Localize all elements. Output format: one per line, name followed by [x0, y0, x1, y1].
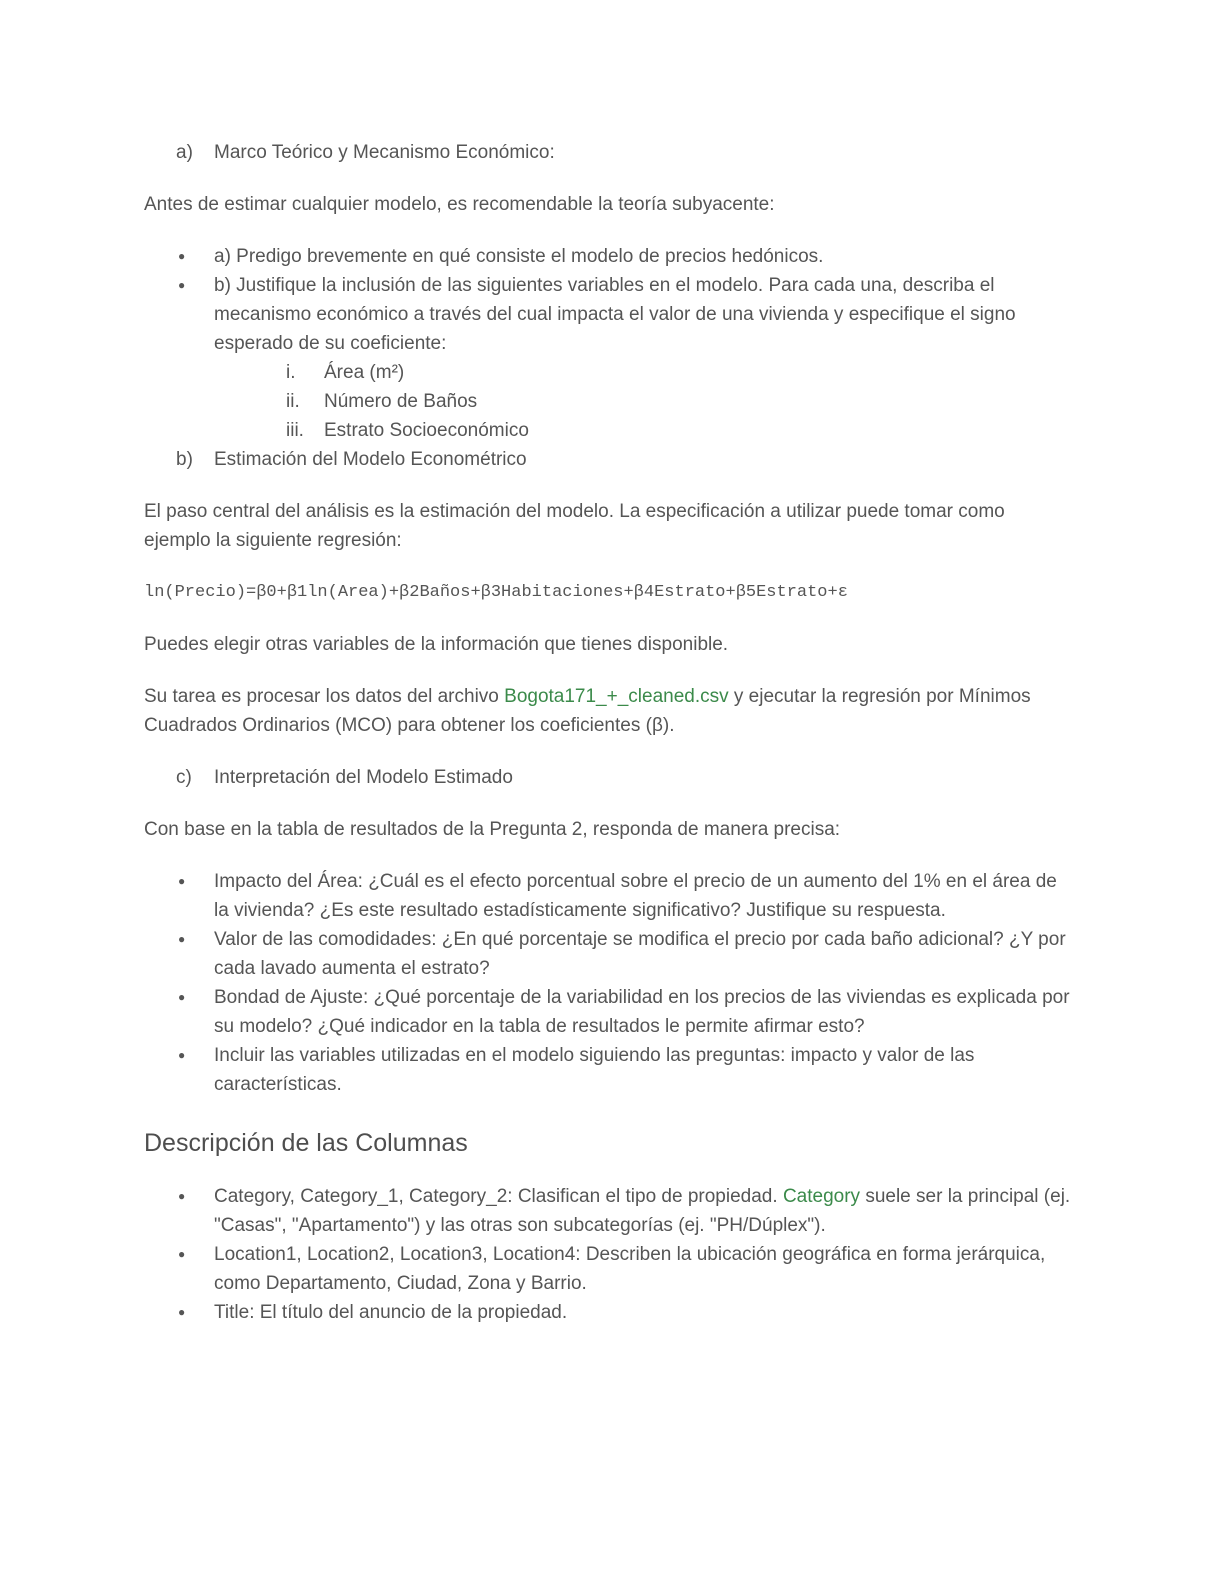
data-file-link[interactable]: Bogota171_+_cleaned.csv	[504, 686, 729, 707]
paragraph-text: Su tarea es procesar los datos del archivo	[144, 686, 505, 707]
data-file-paragraph	[144, 682, 1074, 740]
category-link[interactable]: Category	[782, 1186, 861, 1207]
columns-list	[144, 1182, 1074, 1327]
variable-sublist	[214, 358, 1074, 445]
section-a-label: a)	[176, 142, 193, 163]
section-c-label: c)	[176, 767, 192, 788]
list-item	[176, 1182, 1074, 1240]
sublist-item	[286, 387, 1074, 416]
sublist-item	[286, 358, 1074, 387]
list-item: ● Valor de las comodidades: ¿En qué porcentaje se modifica el precio por cada baño adicional? ¿Y por cada lavado aumenta el estrato?	[176, 925, 1074, 983]
sublist-number: iii.	[286, 420, 304, 441]
list-item	[176, 271, 1074, 445]
list-item: ● Title: El título del anuncio de la propiedad.	[176, 1298, 1074, 1327]
theory-list	[144, 242, 1074, 445]
variables-paragraph: Puedes elegir otras variables de la información que tienes disponible.	[144, 634, 729, 655]
sublist-item	[286, 416, 1074, 445]
list-item: ● a) Predigo brevemente en qué consiste el modelo de precios hedónicos.	[176, 242, 1074, 271]
interpretation-paragraph: Con base en la tabla de resultados de la Pregunta 2, responda de manera precisa:	[144, 819, 841, 840]
estimation-paragraph: El paso central del análisis es la estimación del modelo. La especificación a utilizar puede tomar como ejemplo la siguiente regresión:	[144, 501, 1005, 551]
section-a-title: Marco Teórico y Mecanismo Económico:	[214, 142, 555, 163]
list-item-text: suele ser la principal (ej. "Casas", "Apartamento") y las otras son subcategorías (ej. "PH/Dúplex").	[214, 1186, 1071, 1236]
list-item-text: Category, Category_1, Category_2: Clasifican el tipo de propiedad.	[214, 1186, 783, 1207]
interpretation-list	[144, 867, 1074, 1099]
section-b-label: b)	[176, 449, 193, 470]
intro-paragraph: Antes de estimar cualquier modelo, es recomendable la teoría subyacente:	[144, 194, 775, 215]
sublist-text: Número de Baños	[324, 391, 478, 412]
paragraph-text: y ejecutar la regresión por Mínimos Cuadrados Ordinarios (MCO) para obtener los coeficientes (β).	[144, 686, 1031, 736]
list-item-text: b) Justifique la inclusión de las siguientes variables en el modelo. Para cada una, describa el mecanismo económico a través del cual impacta el valor de una vivienda y especifique el signo esperado de su coeficiente:	[214, 275, 1016, 354]
list-item: ● Location1, Location2, Location3, Location4: Describen la ubicación geográfica en forma jerárquica, como Departamento, Ciudad, Zona y Barrio.	[176, 1240, 1074, 1298]
sublist-text: Área (m²)	[324, 362, 405, 383]
document-body	[144, 138, 1074, 1350]
list-item: ● Impacto del Área: ¿Cuál es el efecto porcentual sobre el precio de un aumento del 1% en el área de la vivienda? ¿Es este resultado estadísticamente significativo? Justifique su respuesta.	[176, 867, 1074, 925]
sublist-number: ii.	[286, 391, 300, 412]
section-c-title: Interpretación del Modelo Estimado	[214, 767, 513, 788]
section-c-heading	[144, 763, 1074, 792]
regression-equation: ln(Precio)=β0+β1ln(Area)+β2Baños+β3Habitaciones+β4Estrato+β5Estrato+ε	[144, 583, 848, 602]
section-b-heading	[144, 445, 1074, 474]
sublist-text: Estrato Socioeconómico	[324, 420, 529, 441]
columns-heading: Descripción de las Columnas	[144, 1129, 468, 1157]
list-item: ● Bondad de Ajuste: ¿Qué porcentaje de la variabilidad en los precios de las viviendas es explicada por su modelo? ¿Qué indicador en la tabla de resultados le permite afirmar esto?	[176, 983, 1074, 1041]
section-b-title: Estimación del Modelo Econométrico	[214, 449, 527, 470]
section-a-heading	[144, 138, 1074, 167]
list-item: ● Incluir las variables utilizadas en el modelo siguiendo las preguntas: impacto y valor de las características.	[176, 1041, 1074, 1099]
sublist-number: i.	[286, 362, 296, 383]
